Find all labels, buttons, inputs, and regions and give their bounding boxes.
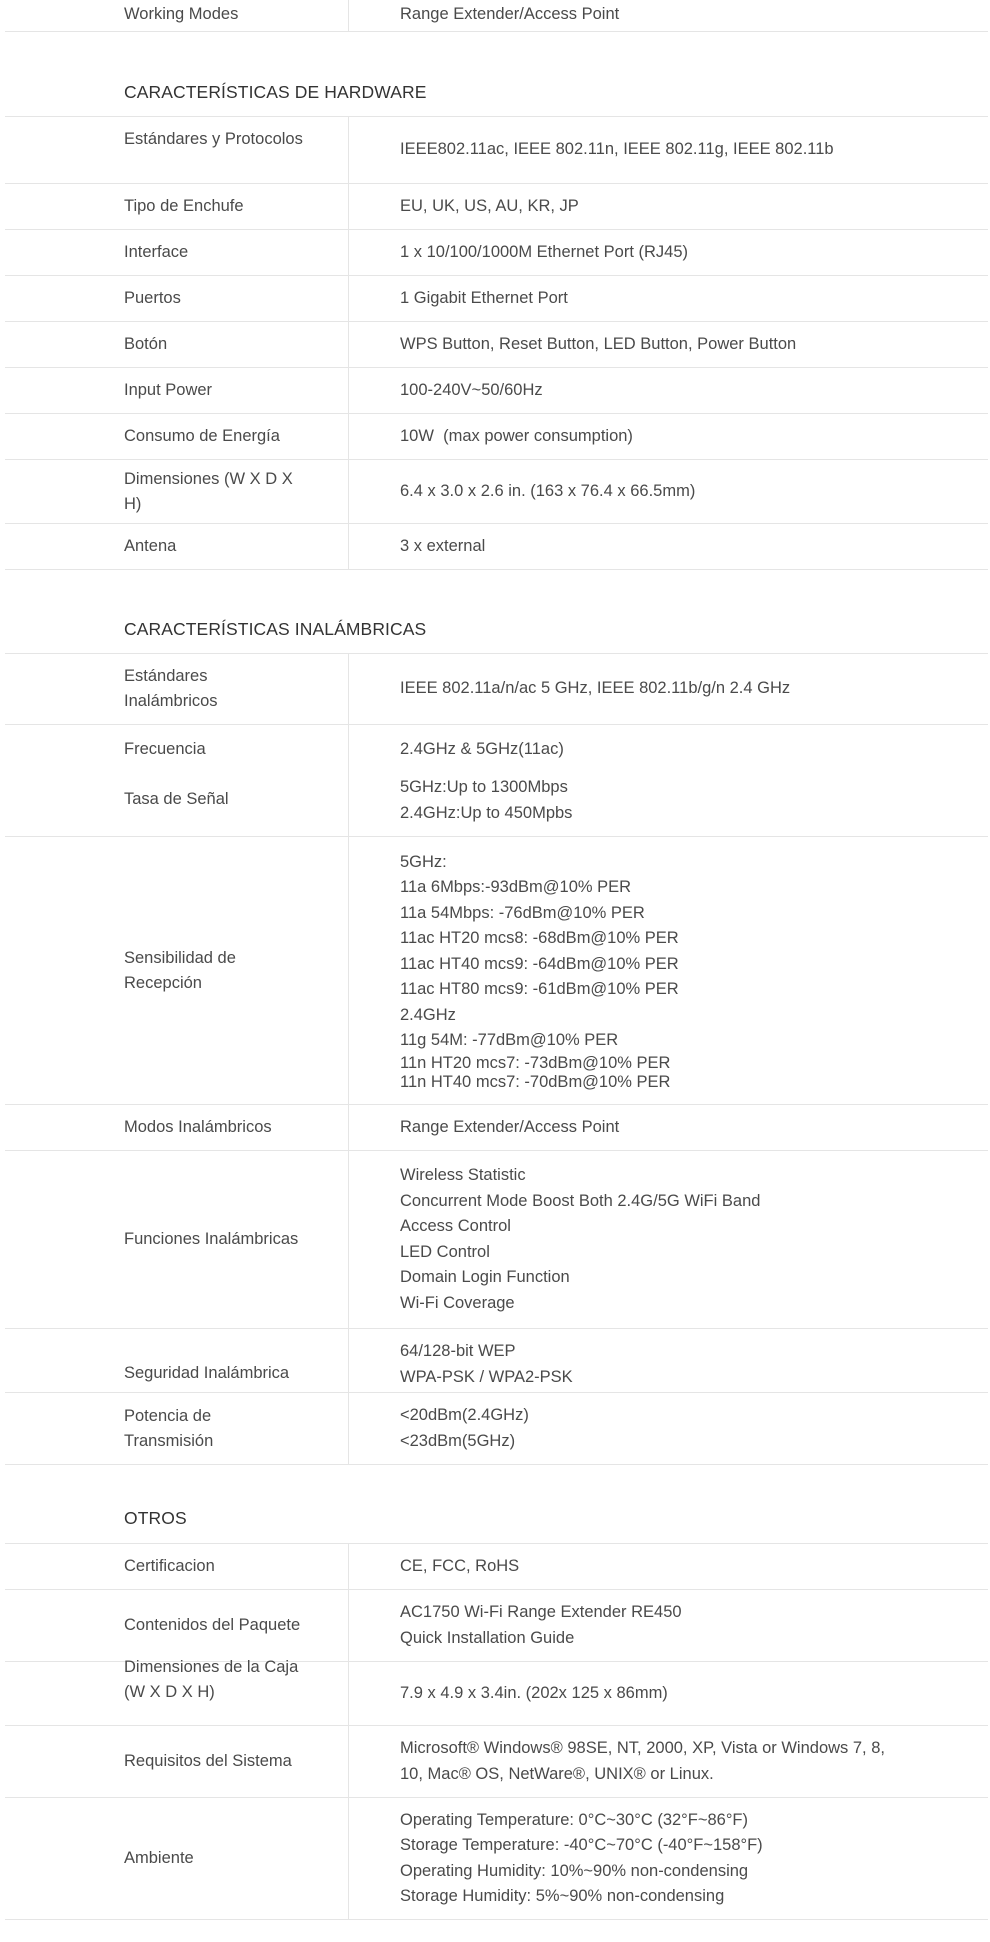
spec-row bbox=[5, 322, 988, 368]
section-title-wireless: CARACTERÍSTICAS INALÁMBRICAS bbox=[124, 619, 427, 639]
spec-value: 10W (max power consumption) bbox=[400, 426, 633, 445]
spec-value: 100-240V~50/60Hz bbox=[400, 380, 543, 399]
spec-label-line: Sensibilidad de bbox=[124, 948, 236, 967]
spec-value-line: Operating Temperature: 0°C~30°C (32°F~86°F) bbox=[400, 1810, 749, 1829]
spec-label: Seguridad Inalámbrica bbox=[124, 1364, 290, 1382]
spec-value-line: 5GHz:Up to 1300Mbps bbox=[400, 778, 568, 796]
spec-label: Botón bbox=[124, 335, 168, 353]
spec-value-line: 11g 54M: -77dBm@10% PER bbox=[400, 1031, 619, 1049]
spec-value bbox=[400, 775, 978, 826]
column-divider bbox=[348, 1726, 349, 1797]
section-title-others: OTROS bbox=[124, 1508, 187, 1528]
spec-row bbox=[5, 653, 988, 725]
spec-label: Requisitos del Sistema bbox=[124, 1752, 292, 1770]
spec-value-line: Microsoft® Windows® 98SE, NT, 2000, XP, Vista or Windows 7, 8, bbox=[400, 1739, 885, 1757]
column-divider bbox=[348, 184, 349, 229]
spec-value: IEEE 802.11a/n/ac 5 GHz, IEEE 802.11b/g/n 2.4 GHz bbox=[400, 679, 791, 698]
spec-row bbox=[5, 1590, 988, 1662]
spec-label-line: Recepción bbox=[124, 973, 202, 992]
section-title-hardware: CARACTERÍSTICAS DE HARDWARE bbox=[124, 82, 427, 102]
spec-value-line: Wireless Statistic bbox=[400, 1166, 526, 1184]
column-divider bbox=[348, 1105, 349, 1150]
column-divider bbox=[348, 230, 349, 275]
spec-value-line: Wi-Fi Coverage bbox=[400, 1293, 515, 1312]
spec-value-line: 11ac HT20 mcs8: -68dBm@10% PER bbox=[400, 929, 679, 947]
spec-row bbox=[5, 837, 988, 1105]
spec-value: 7.9 x 4.9 x 3.4in. (202x 125 x 86mm) bbox=[400, 1683, 668, 1702]
spec-value bbox=[400, 1590, 978, 1661]
spec-value-line: Domain Login Function bbox=[400, 1268, 570, 1286]
spec-value bbox=[400, 1726, 978, 1797]
spec-value-line: 11n HT40 mcs7: -70dBm@10% PER bbox=[400, 1072, 671, 1091]
spec-value-line: 11ac HT40 mcs9: -64dBm@10% PER bbox=[400, 954, 679, 973]
spec-value: 1 x 10/100/1000M Ethernet Port (RJ45) bbox=[400, 242, 688, 261]
spec-label: Ambiente bbox=[124, 1849, 194, 1867]
column-divider bbox=[348, 1393, 349, 1464]
spec-value-line: 10, Mac® OS, NetWare®, UNIX® or Linux. bbox=[400, 1764, 714, 1783]
column-divider bbox=[348, 1544, 349, 1589]
spec-row bbox=[5, 1105, 988, 1151]
spec-value: 2.4GHz & 5GHz(11ac) bbox=[400, 740, 564, 758]
spec-value: 1 Gigabit Ethernet Port bbox=[400, 288, 568, 307]
spec-value-line: Storage Humidity: 5%~90% non-condensing bbox=[400, 1887, 725, 1905]
spec-row bbox=[5, 1543, 988, 1590]
spec-label: Contenidos del Paquete bbox=[124, 1616, 301, 1634]
spec-label-line: Estándares bbox=[124, 667, 208, 685]
spec-value-line: WPA-PSK / WPA2-PSK bbox=[400, 1367, 573, 1386]
spec-value-line: <23dBm(5GHz) bbox=[400, 1431, 516, 1450]
column-divider bbox=[348, 1798, 349, 1919]
spec-value-line: 2.4GHz:Up to 450Mpbs bbox=[400, 803, 573, 822]
spec-value-line: 11a 54Mbps: -76dBm@10% PER bbox=[400, 903, 645, 922]
spec-row bbox=[5, 116, 988, 184]
spec-value: 3 x external bbox=[400, 536, 486, 555]
spec-row bbox=[5, 460, 988, 524]
column-divider bbox=[348, 322, 349, 367]
spec-value bbox=[400, 1798, 978, 1919]
spec-label-line: H) bbox=[124, 494, 142, 513]
column-divider bbox=[348, 1151, 349, 1328]
column-divider bbox=[348, 117, 349, 183]
spec-row bbox=[5, 1393, 988, 1465]
spec-label: Puertos bbox=[124, 289, 181, 307]
column-divider bbox=[348, 368, 349, 413]
column-divider bbox=[348, 654, 349, 724]
spec-value-line: AC1750 Wi-Fi Range Extender RE450 bbox=[400, 1603, 682, 1621]
spec-value bbox=[400, 1339, 978, 1386]
spec-row bbox=[5, 368, 988, 414]
spec-value-line: Concurrent Mode Boost Both 2.4G/5G WiFi Band bbox=[400, 1191, 761, 1210]
spec-row bbox=[5, 184, 988, 230]
spec-row bbox=[5, 1798, 988, 1920]
spec-label-line: Potencia de bbox=[124, 1406, 212, 1425]
column-divider bbox=[348, 1329, 349, 1392]
column-divider bbox=[348, 725, 349, 836]
spec-label-line: (W X D X H) bbox=[124, 1683, 215, 1701]
spec-row bbox=[5, 414, 988, 460]
spec-label: Interface bbox=[124, 243, 189, 261]
column-divider bbox=[348, 0, 349, 31]
spec-label-line: Dimensiones de la Caja bbox=[124, 1658, 299, 1676]
spec-value bbox=[400, 837, 978, 1104]
spec-value-line: 5GHz: bbox=[400, 852, 447, 871]
spec-value-line: 11ac HT80 mcs9: -61dBm@10% PER bbox=[400, 980, 679, 998]
spec-row bbox=[5, 1726, 988, 1798]
spec-value-line: LED Control bbox=[400, 1242, 490, 1261]
spec-label: Working Modes bbox=[124, 5, 239, 23]
spec-row-group bbox=[5, 725, 988, 837]
spec-label bbox=[124, 1393, 344, 1464]
spec-value: Range Extender/Access Point bbox=[400, 4, 620, 23]
spec-value: 6.4 x 3.0 x 2.6 in. (163 x 76.4 x 66.5mm) bbox=[400, 481, 696, 500]
spec-label bbox=[124, 1658, 344, 1725]
spec-value-line: 11a 6Mbps:-93dBm@10% PER bbox=[400, 878, 632, 896]
spec-value-line: Operating Humidity: 10%~90% non-condensing bbox=[400, 1861, 749, 1880]
spec-row bbox=[5, 524, 988, 570]
spec-label: Input Power bbox=[124, 381, 213, 399]
spec-value-line: Access Control bbox=[400, 1217, 511, 1235]
spec-label bbox=[124, 654, 344, 724]
column-divider bbox=[348, 414, 349, 459]
spec-value-line: 11n HT20 mcs7: -73dBm@10% PER bbox=[400, 1053, 671, 1072]
spec-label: Tasa de Señal bbox=[124, 790, 229, 808]
spec-label-line: Transmisión bbox=[124, 1431, 214, 1450]
column-divider bbox=[348, 1590, 349, 1661]
column-divider bbox=[348, 1662, 349, 1725]
spec-value: WPS Button, Reset Button, LED Button, Power Button bbox=[400, 334, 797, 353]
spec-row bbox=[5, 276, 988, 322]
column-divider bbox=[348, 524, 349, 569]
spec-value-line: 64/128-bit WEP bbox=[400, 1342, 516, 1360]
spec-label bbox=[124, 460, 344, 523]
column-divider bbox=[348, 276, 349, 321]
spec-label: Antena bbox=[124, 537, 177, 555]
spec-row-working-modes bbox=[5, 0, 988, 32]
spec-label-line: Inalámbricos bbox=[124, 692, 218, 710]
column-divider bbox=[348, 460, 349, 523]
spec-label bbox=[124, 837, 344, 1104]
spec-label: Modos Inalámbricos bbox=[124, 1118, 272, 1136]
spec-row bbox=[5, 1329, 988, 1393]
spec-label: Consumo de Energía bbox=[124, 427, 280, 445]
spec-value: IEEE802.11ac, IEEE 802.11n, IEEE 802.11g, IEEE 802.11b bbox=[400, 140, 834, 159]
spec-label: Funciones Inalámbricas bbox=[124, 1230, 299, 1248]
spec-row bbox=[5, 1151, 988, 1329]
column-divider bbox=[348, 837, 349, 1104]
spec-value-line: 2.4GHz bbox=[400, 1005, 456, 1024]
spec-label-line: Dimensiones (W X D X bbox=[124, 469, 293, 488]
spec-value bbox=[400, 1393, 978, 1464]
spec-value: EU, UK, US, AU, KR, JP bbox=[400, 196, 579, 215]
spec-label: Tipo de Enchufe bbox=[124, 197, 244, 215]
spec-value-line: Quick Installation Guide bbox=[400, 1628, 575, 1647]
spec-value-line: Storage Temperature: -40°C~70°C (-40°F~158°F) bbox=[400, 1836, 763, 1854]
spec-value: CE, FCC, RoHS bbox=[400, 1556, 520, 1575]
spec-label: Frecuencia bbox=[124, 740, 206, 758]
spec-value bbox=[400, 1151, 978, 1328]
spec-row bbox=[5, 230, 988, 276]
spec-label: Certificacion bbox=[124, 1557, 215, 1575]
spec-value-line: <20dBm(2.4GHz) bbox=[400, 1406, 529, 1424]
spec-value: Range Extender/Access Point bbox=[400, 1117, 620, 1136]
spec-row bbox=[5, 1658, 988, 1726]
spec-label: Estándares y Protocolos bbox=[124, 130, 303, 148]
